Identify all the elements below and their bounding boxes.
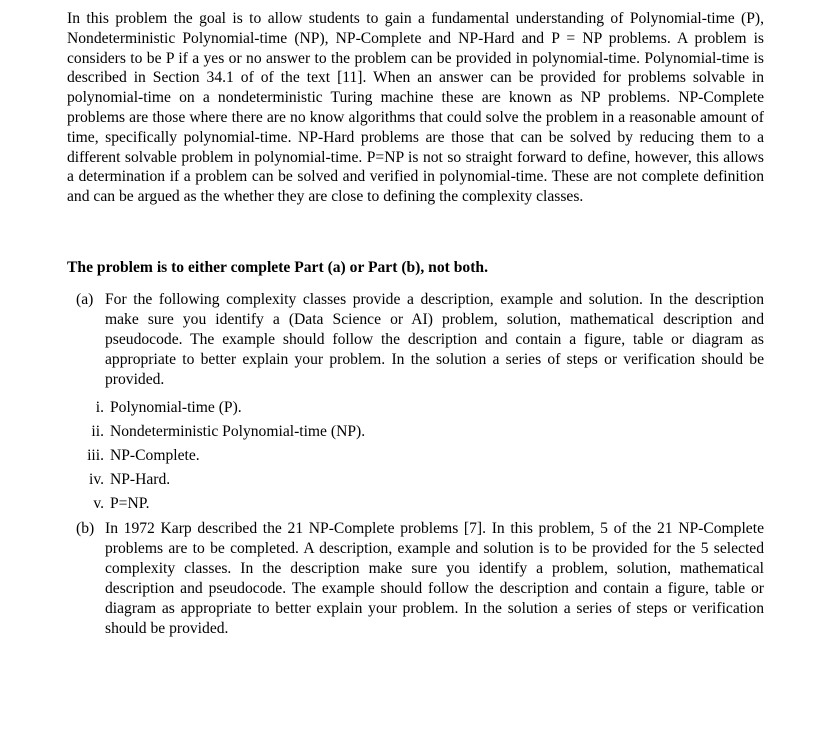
part-b-marker: (b) (76, 520, 95, 537)
list-item-text: Polynomial-time (P). (110, 399, 242, 416)
list-item-text: P=NP. (110, 495, 150, 512)
list-item-marker: v. (93, 495, 104, 512)
part-b-item (76, 519, 764, 639)
part-b-text: In 1972 Karp described the 21 NP-Complete problems [7]. In this problem, 5 of the 21 NP-Complete problems are to be completed. A description, example and solution is to be provided for the 5 selected complexity classes. In the description make sure you identify a problem, solution, mathematical description and pseudocode. The example should follow the description and contain a figure, table or diagram as appropriate to better explain your problem. In the solution a series of steps or verification should be provided. (105, 520, 764, 637)
part-a-marker: (a) (76, 291, 94, 308)
section-heading: The problem is to either complete Part (a) or Part (b), not both. (67, 259, 488, 276)
list-item-text: Nondeterministic Polynomial-time (NP). (110, 423, 366, 440)
list-item-text: NP-Complete. (110, 447, 200, 464)
list-item-marker: iii. (87, 447, 104, 464)
list-item-marker: i. (95, 399, 104, 416)
list-item-text: NP-Hard. (110, 471, 171, 488)
list-item-marker: iv. (88, 471, 104, 488)
part-a-item (76, 290, 764, 512)
list-item-marker: ii. (91, 423, 104, 440)
intro-paragraph: In this problem the goal is to allow students to gain a fundamental understanding of Polynomial-time (P), Nondeterministic Polynomial-time (NP), NP-Complete and NP-Hard and P = NP problems. A problem is considers to be P if a yes or no answer to the problem can be provided in polynomial-time. Polynomial-time is described in Section 34.1 of of the text [11]. When an answer can be provided for problems solvable in polynomial-time on a nondeterministic Turing machine these are known as NP problems. NP-Complete problems are those where there are no know algorithms that could solve the problem in a reasonable amount of time, specifically polynomial-time. NP-Hard problems are those that can be solved by reducing them to a different solvable problem in polynomial-time. P=NP is not so straight forward to define, however, this allows a determination if a problem can be solved and verified in polynomial-time. These are not complete definition and can be argued as the whether they are close to defining the complexity classes. (67, 10, 764, 206)
part-a-text: For the following complexity classes provide a description, example and solution. In the description make sure you identify a (Data Science or AI) problem, solution, mathematical description and pseudocode. The example should follow the description and contain a figure, table or diagram as appropriate to better explain your problem. In the solution a series of steps or verification should be provided. (105, 291, 764, 388)
